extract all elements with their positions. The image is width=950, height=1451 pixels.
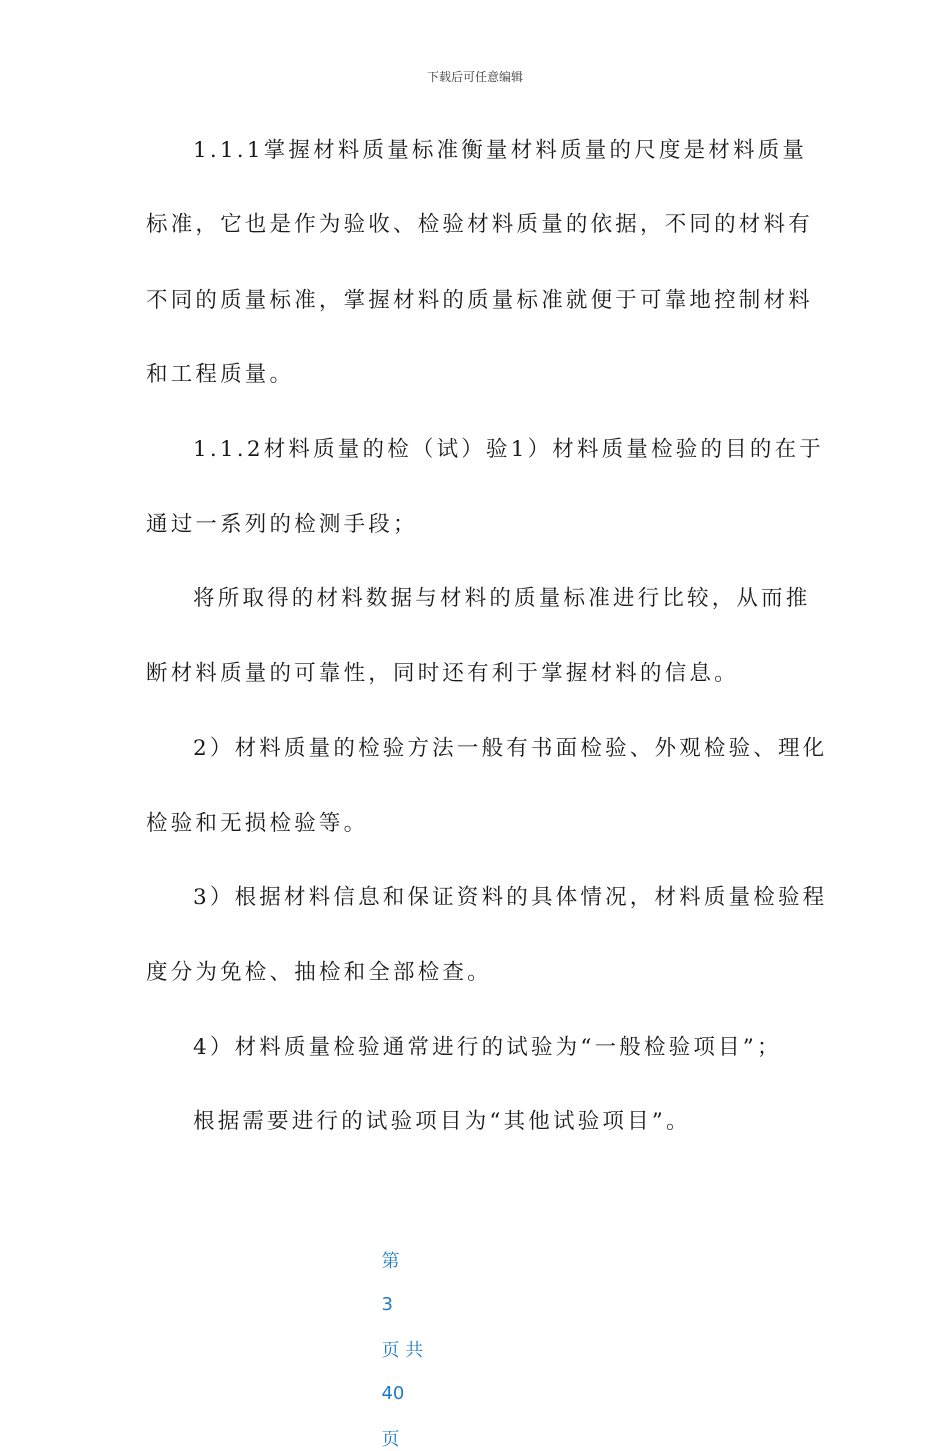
footer-current-page: 3 — [381, 1294, 393, 1315]
paragraph-1-line-1: 1.1.1掌握材料质量标准衡量材料质量的尺度是材料质量 — [193, 138, 808, 163]
paragraph-5-line-1: 3）根据材料信息和保证资料的具体情况，材料质量检验程 — [193, 885, 828, 910]
page-header: 下载后可任意编辑 — [426, 70, 523, 84]
paragraph-4-line-2: 检验和无损检验等。 — [146, 811, 369, 836]
footer-prefix: 第 — [381, 1251, 400, 1272]
paragraph-7-line-1: 根据需要进行的试验项目为“其他试验项目”。 — [193, 1109, 691, 1134]
paragraph-6-line-1: 4）材料质量检验通常进行的试验为“一般检验项目”； — [193, 1035, 782, 1060]
footer-suffix: 页 — [381, 1429, 400, 1450]
page-footer — [370, 1226, 423, 1451]
paragraph-1-line-3: 不同的质量标准，掌握材料的质量标准就便于可靠地控制材料 — [146, 288, 813, 313]
paragraph-2-line-1: 1.1.2材料质量的检（试）验1）材料质量检验的目的在于 — [193, 437, 824, 462]
paragraph-5-line-2: 度分为免检、抽检和全部检查。 — [146, 960, 492, 985]
paragraph-2-line-2: 通过一系列的检测手段； — [146, 512, 418, 537]
paragraph-3-line-2: 断材料质量的可靠性，同时还有利于掌握材料的信息。 — [146, 661, 739, 686]
footer-total-pages: 40 — [381, 1383, 405, 1404]
paragraph-4-line-1: 2）材料质量的检验方法一般有书面检验、外观检验、理化 — [193, 736, 828, 761]
paragraph-3-line-1: 将所取得的材料数据与材料的质量标准进行比较，从而推 — [193, 586, 811, 611]
footer-middle: 页 共 — [381, 1340, 424, 1361]
paragraph-1-line-2: 标准，它也是作为验收、检验材料质量的依据，不同的材料有 — [146, 212, 813, 237]
paragraph-1-line-4: 和工程质量。 — [146, 362, 295, 387]
